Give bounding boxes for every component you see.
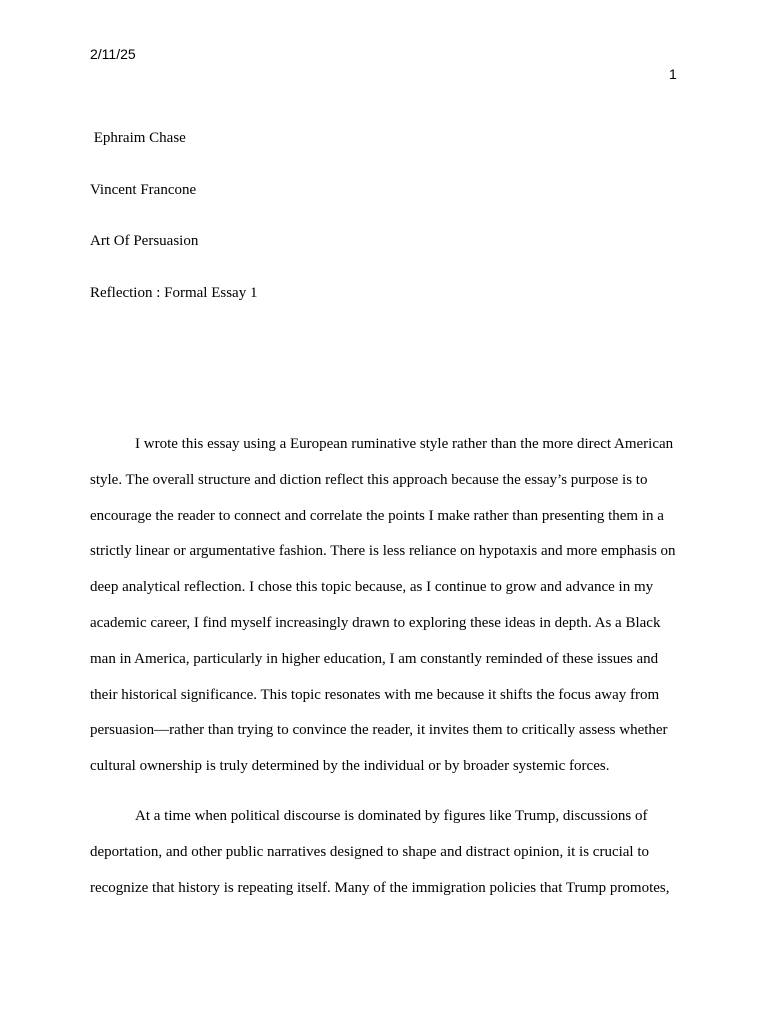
body-paragraph-1: I wrote this essay using a European ruminative style rather than the more direct American style. The overall structure and diction reflect this approach because the essay’s purpose is to encourage the reader to connect and correlate the points I make rather than presenting them in a strictly linear or argumentative fashion. There is less reliance on hypotaxis and more emphasis on deep analytical reflection. I chose this topic because, as I continue to grow and advance in my academic career, I find myself increasingly drawn to exploring these ideas in depth. As a Black man in America, particularly in higher education, I am constantly reminded of these issues and their historical significance. This topic resonates with me because it shifts the focus away from persuasion—rather than trying to convince the reader, it invites them to critically assess whether cultural ownership is truly determined by the individual or by broader systemic forces. (90, 436, 676, 775)
student-name: Ephraim Chase (90, 130, 186, 146)
essay-body (90, 427, 680, 906)
body-paragraph-2: At a time when political discourse is dominated by figures like Trump, discussions of deportation, and other public narratives designed to shape and distract opinion, it is crucial to recognize that history is repeating itself. Many of the immigration policies that Trump promotes, (90, 807, 670, 896)
course-name: Art Of Persuasion (90, 233, 199, 249)
assignment-title: Reflection : Formal Essay 1 (90, 285, 258, 301)
instructor-name: Vincent Francone (90, 182, 197, 198)
page-number: 1 (669, 66, 677, 82)
header-date: 2/11/25 (90, 46, 136, 62)
